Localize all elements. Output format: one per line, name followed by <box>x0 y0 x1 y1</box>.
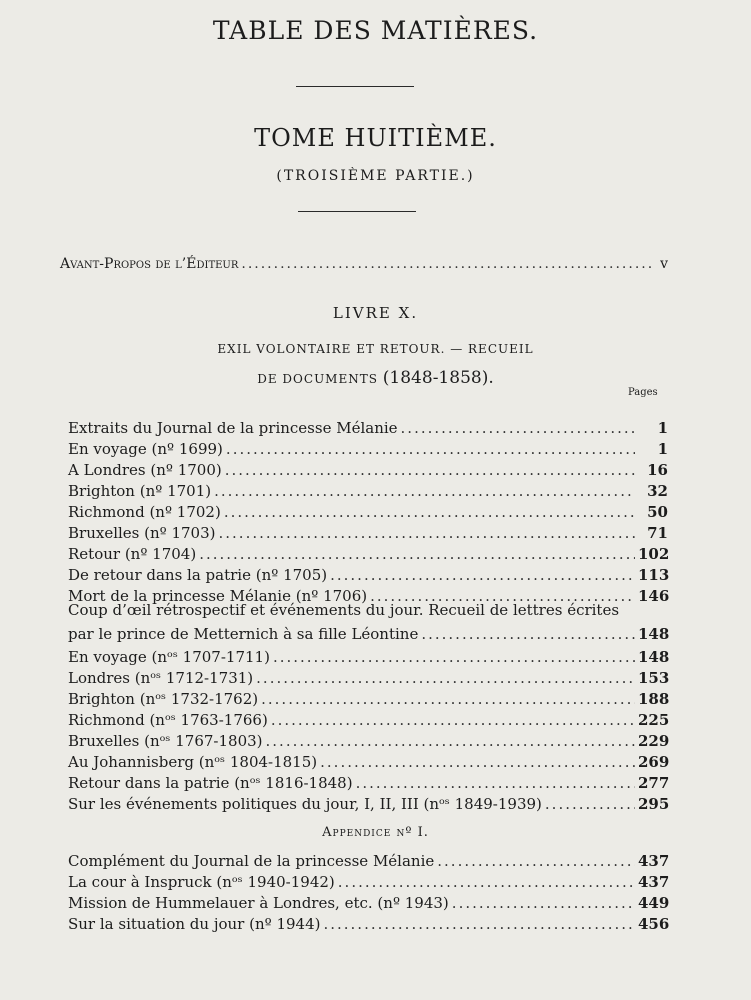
toc-entry-page: 437 <box>638 873 670 891</box>
toc-entry[interactable] <box>68 503 668 525</box>
section-heading-line2 <box>0 368 751 388</box>
toc-entry[interactable] <box>68 690 668 712</box>
toc-entry-page: 146 <box>638 587 670 605</box>
toc-entry-label: Bruxelles (nᵒˢ 1767-1803) <box>68 732 263 750</box>
toc-entry[interactable] <box>68 732 668 754</box>
toc-entry-label: Au Johannisberg (nᵒˢ 1804-1815) <box>68 753 318 771</box>
toc-entry-label: La cour à Inspruck (nᵒˢ 1940-1942) <box>68 873 335 891</box>
toc-entry[interactable] <box>68 524 668 546</box>
toc-entry[interactable] <box>68 648 668 670</box>
toc-entry-label: Sur les événements politiques du jour, I, II, III (nᵒˢ 1849-1939) <box>68 795 542 813</box>
leader-dots <box>323 915 635 933</box>
toc-entry[interactable] <box>68 461 668 483</box>
toc-entry-page: 71 <box>647 524 668 542</box>
leader-dots <box>338 873 635 891</box>
toc-entry-label: Bruxelles (nº 1703) <box>68 524 216 542</box>
toc-entry-page: v <box>660 256 668 272</box>
toc-entry[interactable] <box>68 625 668 647</box>
toc-entry[interactable] <box>68 669 668 691</box>
leader-dots <box>356 774 635 792</box>
toc-entry-page: 32 <box>647 482 668 500</box>
toc-entry-label: Retour (nº 1704) <box>68 545 197 563</box>
toc-entry-page: 102 <box>638 545 670 563</box>
leader-dots <box>224 503 635 521</box>
toc-entry-label: En voyage (nº 1699) <box>68 440 223 458</box>
leader-dots <box>437 852 635 870</box>
leader-dots <box>421 625 635 643</box>
toc-entry[interactable] <box>68 795 668 817</box>
section-heading-text: DE DOCUMENTS <box>257 372 378 386</box>
toc-entry-label: Avant-Propos de l’Éditeur <box>60 256 239 272</box>
toc-entry-label: Mission de Hummelauer à Londres, etc. (nº 1943) <box>68 894 449 912</box>
toc-entry[interactable] <box>68 852 668 874</box>
toc-entry-label: Richmond (nº 1702) <box>68 503 221 521</box>
leader-dots <box>261 690 635 708</box>
toc-entry-page: 148 <box>638 625 670 643</box>
toc-entry-page: 277 <box>638 774 670 792</box>
appendix-heading: Appendice nº I. <box>322 825 429 840</box>
toc-entry-label: En voyage (nᵒˢ 1707-1711) <box>68 648 270 666</box>
leader-dots <box>273 648 635 666</box>
section-heading-line1: EXIL VOLONTAIRE ET RETOUR. — RECUEIL <box>217 342 534 356</box>
leader-dots <box>219 524 636 542</box>
toc-entry[interactable] <box>68 915 668 937</box>
toc-entry-page: 153 <box>638 669 670 687</box>
toc-entry-page: 229 <box>638 732 670 750</box>
toc-entry-page: 50 <box>647 503 668 521</box>
book-heading: LIVRE X. <box>332 304 419 322</box>
leader-dots <box>225 461 635 479</box>
pages-column-header: Pages <box>628 387 658 398</box>
toc-entry-label: Extraits du Journal de la princesse Mélanie <box>68 419 398 437</box>
toc-entry-label: Brighton (nᵒˢ 1732-1762) <box>68 690 259 708</box>
leader-dots <box>214 482 635 500</box>
toc-entry[interactable] <box>68 774 668 796</box>
toc-entry-page: 269 <box>638 753 670 771</box>
toc-entry-page: 1 <box>657 440 668 458</box>
leader-dots <box>266 732 635 750</box>
toc-entry-page: 295 <box>638 795 670 813</box>
leader-dots <box>271 711 635 729</box>
section-heading-years: (1848-1858). <box>382 368 494 388</box>
toc-entry-page: 456 <box>638 915 670 933</box>
toc-entry[interactable] <box>68 711 668 733</box>
divider <box>298 211 416 212</box>
volume-title: TOME HUITIÈME. <box>254 124 497 152</box>
toc-entry[interactable] <box>68 545 668 567</box>
toc-entry-label: Brighton (nº 1701) <box>68 482 212 500</box>
toc-entry[interactable] <box>68 566 668 588</box>
leader-dots <box>226 440 635 458</box>
toc-entry-label: Londres (nᵒˢ 1712-1731) <box>68 669 254 687</box>
toc-entry-label: Richmond (nᵒˢ 1763-1766) <box>68 711 268 729</box>
toc-entry-page: 113 <box>638 566 670 584</box>
toc-entry[interactable] <box>68 753 668 775</box>
toc-entry[interactable] <box>68 482 668 504</box>
toc-entry-label: A Londres (nº 1700) <box>68 461 222 479</box>
toc-entry[interactable] <box>68 440 668 462</box>
leader-dots <box>330 566 635 584</box>
toc-entry-label: Sur la situation du jour (nº 1944) <box>68 915 321 933</box>
leader-dots <box>452 894 635 912</box>
toc-entry-page: 437 <box>638 852 670 870</box>
toc-entry-label-continued: Coup d’œil rétrospectif et événements du jour. Recueil de lettres écrites <box>68 601 620 619</box>
toc-entry-page: 188 <box>638 690 670 708</box>
part-subtitle: (TROISIÈME PARTIE.) <box>276 168 475 184</box>
leader-dots <box>545 795 635 813</box>
toc-entry-label: Mort de la princesse Mélanie (nº 1706) <box>68 587 368 605</box>
toc-entry-label: De retour dans la patrie (nº 1705) <box>68 566 328 584</box>
leader-dots <box>199 545 635 563</box>
leader-dots <box>241 256 651 272</box>
toc-entry-label: Complément du Journal de la princesse Mélanie <box>68 852 435 870</box>
divider <box>296 86 414 87</box>
toc-entry[interactable] <box>68 894 668 916</box>
toc-entry-page: 449 <box>638 894 670 912</box>
leader-dots <box>256 669 635 687</box>
toc-entry-page: 1 <box>657 419 668 437</box>
toc-entry-label: par le prince de Metternich à sa fille Léontine <box>68 625 419 643</box>
leader-dots <box>401 419 635 437</box>
toc-entry-page: 225 <box>638 711 670 729</box>
toc-entry-avant-propos[interactable] <box>60 256 668 278</box>
toc-entry-page: 16 <box>647 461 668 479</box>
toc-entry-page: 148 <box>638 648 670 666</box>
toc-entry[interactable] <box>68 419 668 441</box>
leader-dots <box>320 753 635 771</box>
page-title: TABLE DES MATIÈRES. <box>212 16 539 45</box>
toc-entry[interactable] <box>68 873 668 895</box>
toc-entry-label: Retour dans la patrie (nᵒˢ 1816-1848) <box>68 774 353 792</box>
